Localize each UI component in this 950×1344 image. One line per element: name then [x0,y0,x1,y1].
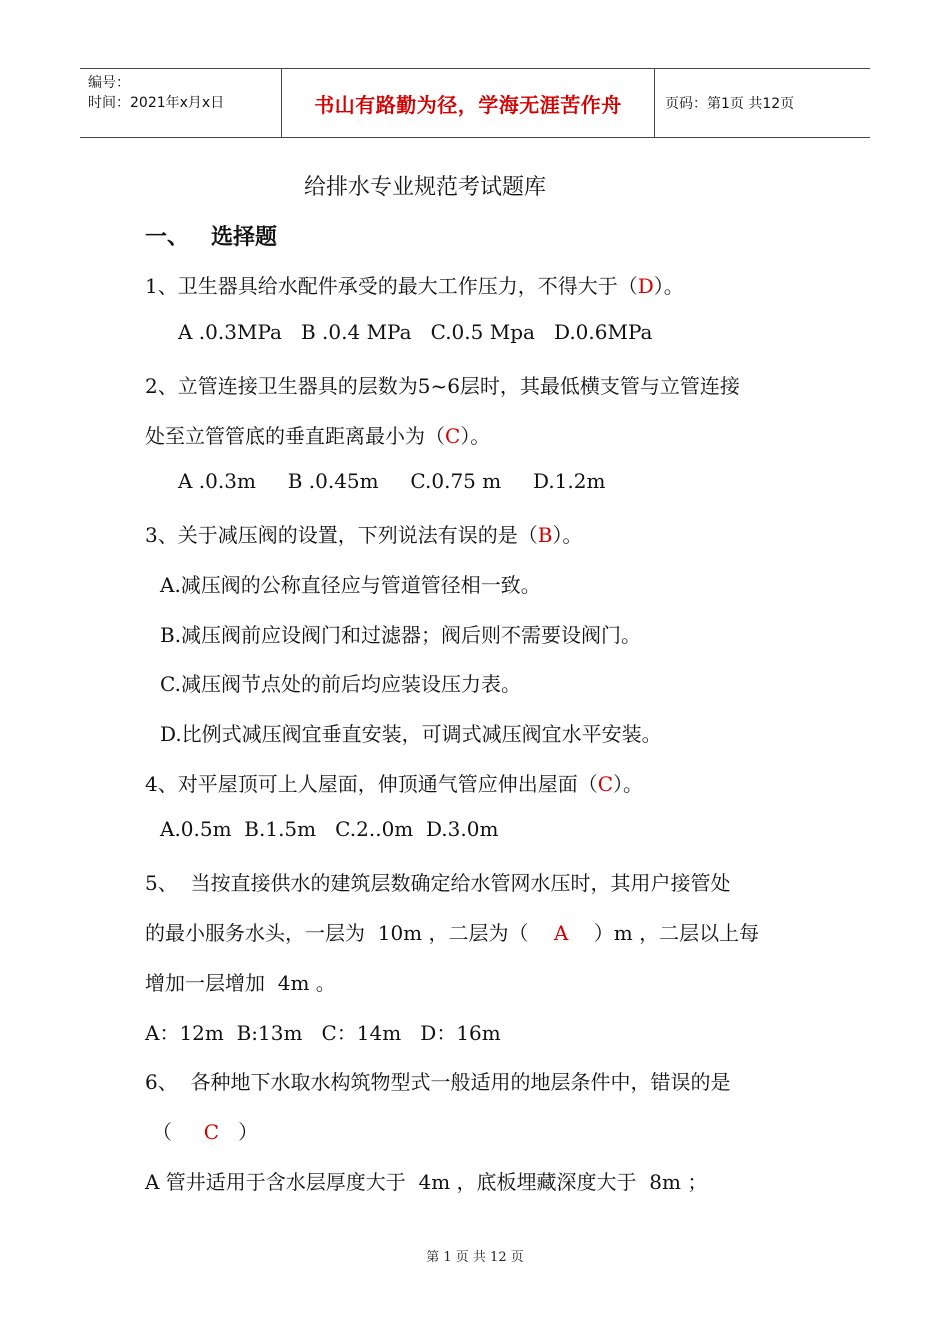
question-5-stem-line2: 的最小服务水头，一层为 10m ，二层为（ A ）m ，二层以上每 [145,921,760,945]
question-3-answer: B [537,523,553,547]
question-5-answer: A [553,921,569,945]
question-5-stem-line1: 5、 当按直接供水的建筑层数确定给水管网水压时，其用户接管处 [145,871,731,895]
question-2-answer: C [445,424,461,448]
question-4-stem: 4、对平屋顶可上人屋面，伸顶通气管应伸出屋面（C）。 [145,772,644,796]
question-3-option-a: A.减压阀的公称直径应与管道管径相一致。 [160,573,541,597]
question-3-option-c: C.减压阀节点处的前后均应装设压力表。 [160,672,521,696]
code-label: 编号： [88,75,130,91]
question-2-stem-line2: 处至立管管底的垂直距离最小为（C）。 [145,424,491,448]
section-heading [145,220,277,251]
question-2-stem-line1: 2、立管连接卫生器具的层数为5~6层时，其最低横支管与立管连接 [145,374,740,398]
question-1-answer: D [637,274,654,298]
question-6-stem-line1: 6、 各种地下水取水构筑物型式一般适用的地层条件中，错误的是 [145,1070,731,1094]
question-5-options: A：12m B:13m C：14m D：16m [145,1021,501,1045]
question-4-answer: C [597,772,614,796]
question-6-answer: C [203,1120,220,1144]
document-title: 给排水专业规范考试题库 [303,175,546,200]
question-6-option-a: A 管井适用于含水层厚度大于 4m ，底板埋藏深度大于 8m ； [145,1170,708,1194]
question-5-stem-line3: 增加一层增加 4m 。 [145,971,336,995]
section-label: 选择题 [211,225,278,250]
time-label: 时间：2021年x月x日 [88,95,225,111]
section-number: 一、 [145,225,190,250]
question-3-option-b: B.减压阀前应设阀门和过滤器；阀后则不需要设阀门。 [160,623,642,647]
question-3-option-d: D.比例式减压阀宜垂直安装，可调式减压阀宜水平安装。 [160,722,662,746]
question-1-stem: 1、卫生器具给水配件承受的最大工作压力，不得大于（D）。 [145,274,684,298]
question-3-stem: 3、关于减压阀的设置，下列说法有误的是（B）。 [145,523,583,547]
header-meta [80,69,282,137]
question-6-stem-line2: （ C ） [152,1120,259,1144]
page-footer: 第 1 页 共 12 页 [426,1250,524,1265]
document-header [80,68,870,138]
header-motto: 书山有路勤为径，学海无涯苦作舟 [282,69,655,137]
question-2-options: A .0.3m B .0.45m C.0.75 m D.1.2m [178,469,606,493]
header-page-info: 页码：第1页 共12页 [665,96,795,112]
question-4-options: A.0.5m B.1.5m C.2..0m D.3.0m [160,817,499,841]
question-1-options: A .0.3MPa B .0.4 MPa C.0.5 Mpa D.0.6MPa [178,320,653,344]
